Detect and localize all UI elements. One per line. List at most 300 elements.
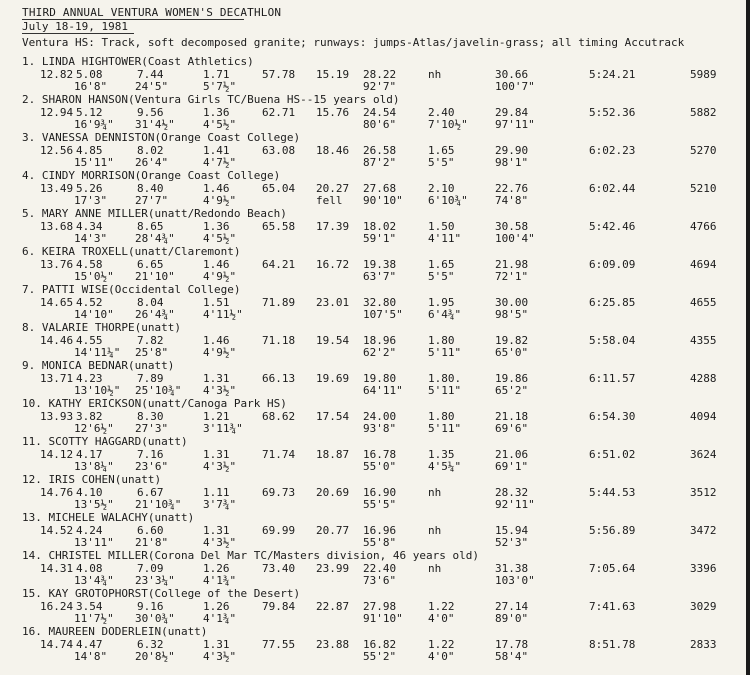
athlete-entry (0, 587, 750, 625)
result-mark: 30.66 (495, 68, 529, 81)
result-mark: 16.78 (363, 448, 397, 461)
result-mark: 19.38 (363, 258, 397, 271)
result-mark: 22.40 (363, 562, 397, 575)
result-conversion: 4'3½" (203, 384, 237, 397)
athlete-entry (0, 359, 750, 397)
result-mark: 8.30 (137, 410, 164, 423)
result-mark: 65.04 (262, 182, 296, 195)
result-mark: 8.40 (137, 182, 164, 195)
result-conversion: 12'6½" (74, 422, 114, 435)
athlete-name: 15. KAY GROTOPHORST(College of the Desert) (22, 587, 301, 600)
result-mark: 24.54 (363, 106, 397, 119)
result-mark: 4.10 (76, 486, 103, 499)
result-mark: 8.04 (137, 296, 164, 309)
page-edge (746, 0, 750, 675)
result-mark: 64.21 (262, 258, 296, 271)
meet-date: July 18-19, 1981 (22, 20, 128, 33)
result-mark: 71.89 (262, 296, 296, 309)
result-mark: 6:02.44 (589, 182, 636, 195)
result-mark: 7.09 (137, 562, 164, 575)
result-mark: 6.60 (137, 524, 164, 537)
result-mark: 21.98 (495, 258, 529, 271)
result-conversion: 59'1" (363, 232, 397, 245)
result-mark: 1.46 (203, 258, 230, 271)
result-mark: 19.82 (495, 334, 529, 347)
result-conversion: 65'2" (495, 384, 529, 397)
result-mark: 6.32 (137, 638, 164, 651)
result-mark: 5:52.36 (589, 106, 636, 119)
result-conversion: 92'7" (363, 80, 397, 93)
athlete-name: 12. IRIS COHEN(unatt) (22, 473, 162, 486)
result-conversion: 90'10" (363, 194, 403, 207)
result-mark: 77.55 (262, 638, 296, 651)
result-mark: 57.78 (262, 68, 296, 81)
result-mark: 16.90 (363, 486, 397, 499)
result-mark: 22.76 (495, 182, 529, 195)
result-mark: 5:24.21 (589, 68, 636, 81)
result-mark: 18.96 (363, 334, 397, 347)
result-mark: 5210 (690, 182, 717, 195)
result-conversion: 21'10" (135, 270, 175, 283)
result-mark: 6:51.02 (589, 448, 636, 461)
result-conversion: 23'3¼" (135, 574, 175, 587)
result-mark: 62.71 (262, 106, 296, 119)
result-conversion: 63'7" (363, 270, 397, 283)
result-mark: 1.26 (203, 562, 230, 575)
date-underline (22, 33, 134, 34)
athlete-name: 5. MARY ANNE MILLER(unatt/Redondo Beach) (22, 207, 287, 220)
result-conversion: 3'7¾" (203, 498, 237, 511)
result-mark: 14.31 (40, 562, 74, 575)
result-mark: 7:41.63 (589, 600, 636, 613)
result-conversion: 4'5¼" (428, 460, 462, 473)
result-conversion: 4'7½" (203, 156, 237, 169)
result-conversion: 89'0" (495, 612, 529, 625)
result-mark: 3.82 (76, 410, 103, 423)
result-mark: 1.71 (203, 68, 230, 81)
result-conversion: 15'11" (74, 156, 114, 169)
result-mark: 18.02 (363, 220, 397, 233)
result-conversion: 27'7" (135, 194, 169, 207)
result-mark: nh (428, 524, 442, 537)
result-conversion: 15'0½" (74, 270, 114, 283)
result-mark: 23.01 (316, 296, 350, 309)
venue-notes: Ventura HS: Track, soft decomposed granite; runways: jumps-Atlas/javelin-grass; all timing Accutrack (22, 36, 685, 49)
result-mark: 2833 (690, 638, 717, 651)
result-mark: 68.62 (262, 410, 296, 423)
result-mark: 6:25.85 (589, 296, 636, 309)
result-mark: 7.89 (137, 372, 164, 385)
result-mark: 4.17 (76, 448, 103, 461)
result-conversion: 4'3½" (203, 650, 237, 663)
result-mark: 13.76 (40, 258, 74, 271)
result-mark: 1.36 (203, 106, 230, 119)
athlete-name: 14. CHRISTEL MILLER(Corona Del Mar TC/Masters division, 46 years old) (22, 549, 479, 562)
result-mark: 4.23 (76, 372, 103, 385)
result-mark: 28.22 (363, 68, 397, 81)
athlete-name: 9. MONICA BEDNAR(unatt) (22, 359, 175, 372)
result-mark: 3396 (690, 562, 717, 575)
result-conversion: fell (316, 194, 343, 207)
result-mark: 9.16 (137, 600, 164, 613)
athlete-entry (0, 169, 750, 207)
result-mark: 4.24 (76, 524, 103, 537)
athlete-entry (0, 131, 750, 169)
result-conversion: 103'0" (495, 574, 535, 587)
result-conversion: 55'5" (363, 498, 397, 511)
result-conversion: 58'4" (495, 650, 529, 663)
result-mark: 5:56.89 (589, 524, 636, 537)
result-mark: 16.82 (363, 638, 397, 651)
result-mark: 4.52 (76, 296, 103, 309)
result-mark: 22.87 (316, 600, 350, 613)
result-conversion: 14'11¼" (74, 346, 121, 359)
result-conversion: 4'11½" (203, 308, 243, 321)
result-mark: 14.65 (40, 296, 74, 309)
result-mark: 13.93 (40, 410, 74, 423)
result-conversion: 87'2" (363, 156, 397, 169)
result-conversion: 14'10" (74, 308, 114, 321)
result-conversion: 69'1" (495, 460, 529, 473)
result-conversion: 16'9¾" (74, 118, 114, 131)
athlete-entry (0, 93, 750, 131)
result-mark: 6:54.30 (589, 410, 636, 423)
result-mark: 19.69 (316, 372, 350, 385)
result-mark: 18.87 (316, 448, 350, 461)
meet-title: THIRD ANNUAL VENTURA WOMEN'S DECATHLON (22, 6, 282, 19)
result-mark: 1.22 (428, 600, 455, 613)
result-conversion: 4'3½" (203, 460, 237, 473)
result-mark: 4.08 (76, 562, 103, 575)
result-conversion: 24'5" (135, 80, 169, 93)
result-conversion: 100'4" (495, 232, 535, 245)
result-mark: 30.58 (495, 220, 529, 233)
result-conversion: 4'0" (428, 650, 455, 663)
result-mark: 24.00 (363, 410, 397, 423)
result-mark: 16.96 (363, 524, 397, 537)
athlete-name: 6. KEIRA TROXELL(unatt/Claremont) (22, 245, 241, 258)
result-conversion: 98'1" (495, 156, 529, 169)
result-mark: 17.78 (495, 638, 529, 651)
result-mark: 31.38 (495, 562, 529, 575)
result-mark: 12.56 (40, 144, 74, 157)
result-mark: 2.40 (428, 106, 455, 119)
result-mark: 14.46 (40, 334, 74, 347)
result-mark: 6:09.09 (589, 258, 636, 271)
result-conversion: 27'3" (135, 422, 169, 435)
result-conversion: 13'5½" (74, 498, 114, 511)
result-conversion: 4'9½" (203, 270, 237, 283)
result-mark: 1.50 (428, 220, 455, 233)
result-conversion: 4'1¾" (203, 612, 237, 625)
result-mark: 3472 (690, 524, 717, 537)
result-conversion: 26'4¾" (135, 308, 175, 321)
result-mark: 7.82 (137, 334, 164, 347)
result-conversion: 6'4¾" (428, 308, 462, 321)
result-mark: 4655 (690, 296, 717, 309)
result-mark: 7:05.64 (589, 562, 636, 575)
result-mark: 69.99 (262, 524, 296, 537)
result-mark: 15.19 (316, 68, 350, 81)
result-mark: 8:51.78 (589, 638, 636, 651)
result-mark: 1.65 (428, 144, 455, 157)
result-mark: 1.11 (203, 486, 230, 499)
result-mark: 5.08 (76, 68, 103, 81)
result-mark: nh (428, 68, 442, 81)
result-conversion: 21'10¾" (135, 498, 182, 511)
result-mark: 23.88 (316, 638, 350, 651)
athlete-entry (0, 625, 750, 663)
result-conversion: 98'5" (495, 308, 529, 321)
result-mark: 14.52 (40, 524, 74, 537)
result-conversion: 5'11" (428, 384, 462, 397)
result-conversion: 65'0" (495, 346, 529, 359)
result-conversion: 14'8" (74, 650, 108, 663)
athlete-name: 1. LINDA HIGHTOWER(Coast Athletics) (22, 55, 254, 68)
result-mark: 16.72 (316, 258, 350, 271)
result-mark: 1.31 (203, 638, 230, 651)
result-conversion: 4'5½" (203, 232, 237, 245)
result-mark: 8.02 (137, 144, 164, 157)
result-conversion: 21'8" (135, 536, 169, 549)
result-mark: 9.56 (137, 106, 164, 119)
result-mark: nh (428, 562, 442, 575)
result-mark: 12.82 (40, 68, 74, 81)
result-mark: 32.80 (363, 296, 397, 309)
result-conversion: 93'8" (363, 422, 397, 435)
result-mark: 29.90 (495, 144, 529, 157)
result-conversion: 25'8" (135, 346, 169, 359)
result-conversion: 5'7½" (203, 80, 237, 93)
result-conversion: 13'11" (74, 536, 114, 549)
result-conversion: 73'6" (363, 574, 397, 587)
result-mark: 4094 (690, 410, 717, 423)
result-conversion: 69'6" (495, 422, 529, 435)
result-conversion: 25'10¾" (135, 384, 182, 397)
result-mark: 4766 (690, 220, 717, 233)
result-mark: 1.80 (428, 334, 455, 347)
result-mark: 20.69 (316, 486, 350, 499)
result-mark: 5.26 (76, 182, 103, 195)
result-conversion: 5'5" (428, 156, 455, 169)
result-mark: 6:02.23 (589, 144, 636, 157)
result-mark: 1.31 (203, 448, 230, 461)
result-conversion: 72'1" (495, 270, 529, 283)
result-mark: 6.65 (137, 258, 164, 271)
result-mark: 5:58.04 (589, 334, 636, 347)
result-mark: 1.22 (428, 638, 455, 651)
result-mark: 1.46 (203, 334, 230, 347)
result-conversion: 52'3" (495, 536, 529, 549)
result-conversion: 5'11" (428, 422, 462, 435)
result-mark: 5:44.53 (589, 486, 636, 499)
result-mark: 4.47 (76, 638, 103, 651)
result-mark: 20.77 (316, 524, 350, 537)
result-mark: 6.67 (137, 486, 164, 499)
result-mark: 14.74 (40, 638, 74, 651)
result-conversion: 5'11" (428, 346, 462, 359)
result-mark: 14.76 (40, 486, 74, 499)
result-conversion: 7'10½" (428, 118, 468, 131)
athlete-entry (0, 397, 750, 435)
result-mark: 3624 (690, 448, 717, 461)
result-conversion: 13'10½" (74, 384, 121, 397)
result-conversion: 55'8" (363, 536, 397, 549)
result-mark: 1.26 (203, 600, 230, 613)
result-mark: 21.06 (495, 448, 529, 461)
result-mark: 73.40 (262, 562, 296, 575)
result-mark: 66.13 (262, 372, 296, 385)
result-mark: 71.18 (262, 334, 296, 347)
result-mark: 27.14 (495, 600, 529, 613)
result-conversion: 5'5" (428, 270, 455, 283)
athlete-name: 3. VANESSA DENNISTON(Orange Coast College) (22, 131, 301, 144)
athlete-name: 11. SCOTTY HAGGARD(unatt) (22, 435, 188, 448)
result-mark: 6:11.57 (589, 372, 636, 385)
result-mark: 13.68 (40, 220, 74, 233)
result-mark: 1.21 (203, 410, 230, 423)
result-mark: 3.54 (76, 600, 103, 613)
result-mark: 1.31 (203, 372, 230, 385)
result-mark: 69.73 (262, 486, 296, 499)
result-mark: 20.27 (316, 182, 350, 195)
result-conversion: 4'0" (428, 612, 455, 625)
result-conversion: 4'11" (428, 232, 462, 245)
result-mark: 4355 (690, 334, 717, 347)
result-mark: 17.39 (316, 220, 350, 233)
result-mark: 1.80 (428, 410, 455, 423)
athlete-entry (0, 473, 750, 511)
result-mark: 3029 (690, 600, 717, 613)
result-conversion: 62'2" (363, 346, 397, 359)
result-conversion: 55'0" (363, 460, 397, 473)
result-conversion: 4'9½" (203, 194, 237, 207)
result-conversion: 100'7" (495, 80, 535, 93)
result-conversion: 64'11" (363, 384, 403, 397)
result-conversion: 3'11¾" (203, 422, 243, 435)
result-conversion: 20'8½" (135, 650, 175, 663)
result-conversion: 14'3" (74, 232, 108, 245)
result-mark: 26.58 (363, 144, 397, 157)
result-mark: 4.34 (76, 220, 103, 233)
athlete-entry (0, 435, 750, 473)
result-conversion: 4'1¾" (203, 574, 237, 587)
result-mark: 13.49 (40, 182, 74, 195)
result-mark: 19.54 (316, 334, 350, 347)
athlete-name: 10. KATHY ERICKSON(unatt/Canoga Park HS) (22, 397, 287, 410)
result-mark: 1.35 (428, 448, 455, 461)
result-mark: 5989 (690, 68, 717, 81)
result-mark: 23.99 (316, 562, 350, 575)
result-conversion: 80'6" (363, 118, 397, 131)
result-mark: 28.32 (495, 486, 529, 499)
result-conversion: 92'11" (495, 498, 535, 511)
result-conversion: 4'9½" (203, 346, 237, 359)
athlete-entry (0, 321, 750, 359)
result-mark: 71.74 (262, 448, 296, 461)
result-mark: 4.58 (76, 258, 103, 271)
result-mark: 4.55 (76, 334, 103, 347)
result-conversion: 55'2" (363, 650, 397, 663)
result-mark: 15.94 (495, 524, 529, 537)
result-conversion: 91'10" (363, 612, 403, 625)
result-mark: 2.10 (428, 182, 455, 195)
result-mark: 27.98 (363, 600, 397, 613)
result-mark: 1.36 (203, 220, 230, 233)
result-conversion: 6'10¾" (428, 194, 468, 207)
result-mark: 1.51 (203, 296, 230, 309)
athlete-name: 4. CINDY MORRISON(Orange Coast College) (22, 169, 281, 182)
result-mark: 18.46 (316, 144, 350, 157)
result-conversion: 4'3½" (203, 536, 237, 549)
athlete-entry (0, 55, 750, 93)
result-mark: 1.31 (203, 524, 230, 537)
result-mark: 1.46 (203, 182, 230, 195)
result-mark: 29.84 (495, 106, 529, 119)
result-mark: 1.80. (428, 372, 462, 385)
result-conversion: 30'0¾" (135, 612, 175, 625)
athlete-entry (0, 549, 750, 587)
athlete-entry (0, 245, 750, 283)
athlete-entry (0, 283, 750, 321)
result-mark: nh (428, 486, 442, 499)
result-conversion: 74'8" (495, 194, 529, 207)
result-conversion: 17'3" (74, 194, 108, 207)
result-mark: 4288 (690, 372, 717, 385)
result-conversion: 26'4" (135, 156, 169, 169)
result-mark: 14.12 (40, 448, 74, 461)
result-mark: 15.76 (316, 106, 350, 119)
result-mark: 21.18 (495, 410, 529, 423)
result-mark: 1.41 (203, 144, 230, 157)
result-conversion: 31'4½" (135, 118, 175, 131)
athlete-name: 7. PATTI WISE(Occidental College) (22, 283, 241, 296)
result-mark: 5.12 (76, 106, 103, 119)
result-conversion: 13'4¾" (74, 574, 114, 587)
result-mark: 27.68 (363, 182, 397, 195)
athlete-entry (0, 511, 750, 549)
result-conversion: 16'8" (74, 80, 108, 93)
result-mark: 30.00 (495, 296, 529, 309)
result-conversion: 107'5" (363, 308, 403, 321)
result-mark: 19.86 (495, 372, 529, 385)
result-mark: 13.71 (40, 372, 74, 385)
result-conversion: 11'7½" (74, 612, 114, 625)
athlete-name: 13. MICHELE WALACHY(unatt) (22, 511, 195, 524)
result-conversion: 4'5½" (203, 118, 237, 131)
athlete-name: 16. MAUREEN DODERLEIN(unatt) (22, 625, 208, 638)
result-mark: 7.16 (137, 448, 164, 461)
result-mark: 8.65 (137, 220, 164, 233)
result-mark: 5:42.46 (589, 220, 636, 233)
result-mark: 1.65 (428, 258, 455, 271)
result-mark: 5882 (690, 106, 717, 119)
result-conversion: 97'11" (495, 118, 535, 131)
result-conversion: 28'4¾" (135, 232, 175, 245)
result-mark: 65.58 (262, 220, 296, 233)
result-mark: 63.08 (262, 144, 296, 157)
athlete-name: 2. SHARON HANSON(Ventura Girls TC/Buena HS--15 years old) (22, 93, 400, 106)
result-mark: 12.94 (40, 106, 74, 119)
result-mark: 1.95 (428, 296, 455, 309)
result-mark: 4694 (690, 258, 717, 271)
athlete-entry (0, 207, 750, 245)
result-mark: 3512 (690, 486, 717, 499)
result-mark: 5270 (690, 144, 717, 157)
result-conversion: 23'6" (135, 460, 169, 473)
result-mark: 7.44 (137, 68, 164, 81)
result-mark: 16.24 (40, 600, 74, 613)
